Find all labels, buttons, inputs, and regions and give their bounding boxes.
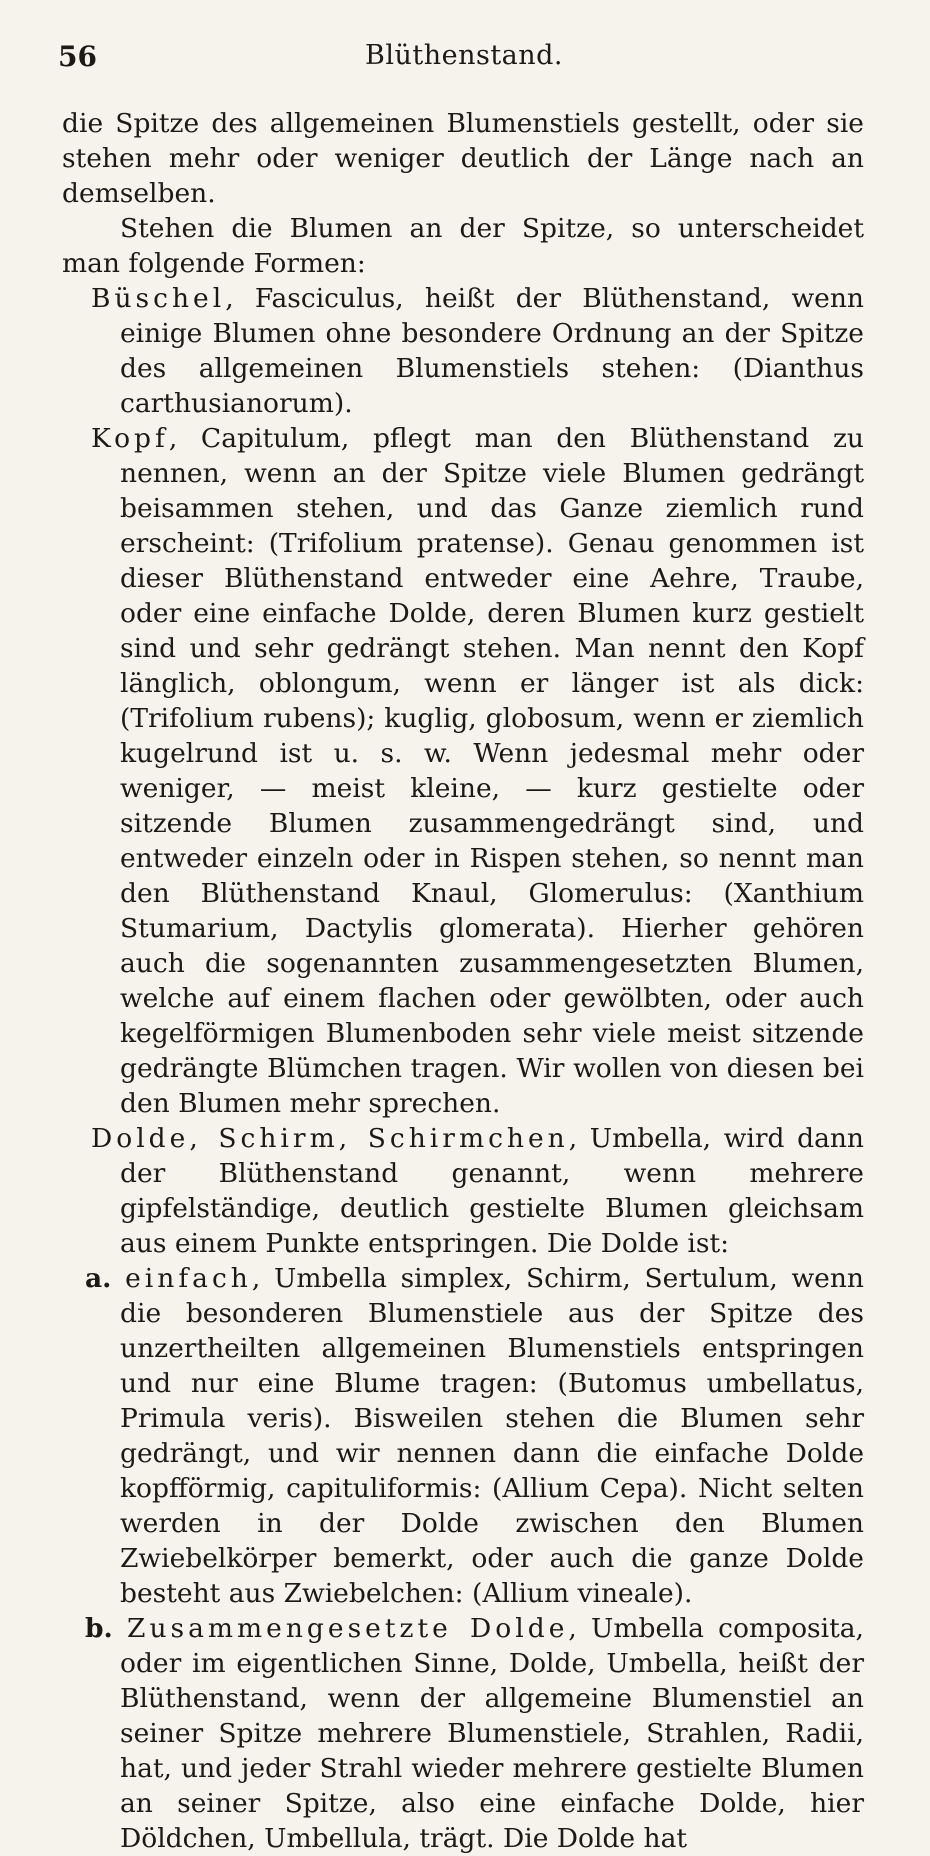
list-marker: a. bbox=[85, 1263, 112, 1294]
entry-dolde bbox=[62, 1121, 864, 1261]
entry-text: , Umbella, wird dann der Blüthenstand genannt, wenn mehrere gipfelständige, deutlich gestielte Blumen gleichsam aus einem Punkte entspringen. Die Dolde ist: bbox=[120, 1123, 865, 1259]
paragraph-continuation bbox=[62, 106, 864, 211]
entry-text: , Fasciculus, heißt der Blüthenstand, wenn einige Blumen ohne besondere Ordnung an der Spitze des allgemeinen Blumenstiels stehen: (Dianthus carthusianorum). bbox=[120, 283, 864, 419]
paragraph-text: die Spitze des allgemeinen Blumenstiels gestellt, oder sie stehen mehr oder weniger deutlich der Länge nach an demselben. bbox=[62, 108, 864, 209]
entry-term: Büschel bbox=[91, 283, 226, 314]
page-header bbox=[58, 40, 870, 80]
running-title: Blüthenstand. bbox=[364, 40, 564, 71]
entry-text: , Capitulum, pflegt man den Blüthenstand zu nennen, wenn an der Spitze viele Blumen gedrängt beisammen stehen, und das Ganze ziemlich rund erscheint: (Trifolium pratense). Genau genommen ist dieser Blüthenstand entweder eine Aehre, Traube, oder eine einfache Dolde, deren Blumen kurz gestielt sind und sehr gedrängt stehen. Man nennt den Kopf länglich, oblongum, wenn er länger ist als dick: (Trifolium rubens); kuglig, globosum, wenn er ziemlich kugelrund ist u. s. w. Wenn jedesmal mehr oder weniger, — meist kleine, — kurz gestielte oder sitzende Blumen zusammengedrängt sind, und entweder einzeln oder in Rispen stehen, so nennt man den Blüthenstand Knaul, Glomerulus: (Xanthium Stumarium, Dactylis glomerata). Hierher gehören auch die sogenannten zusammengesetzten Blumen, welche auf einem flachen oder gewölbten, oder auch kegelförmigen Blumenboden sehr viele meist sitzende gedrängte Blümchen tragen. Wir wollen von diesen bei den Blumen mehr sprechen. bbox=[120, 423, 864, 1119]
list-marker: b. bbox=[85, 1613, 113, 1644]
body-text bbox=[62, 106, 864, 1856]
subentry-a bbox=[62, 1261, 864, 1611]
subentry-b bbox=[62, 1611, 864, 1856]
entry-text: , Umbella composita, oder im eigentlichen Sinne, Dolde, Umbella, heißt der Blüthenstand, wenn der allgemeine Blumenstiel an seiner Spitze mehrere Blumenstiele, Strahlen, Radii, hat, und jeder Strahl wieder mehrere gestielte Blumen an seiner Spitze, also eine einfache Dolde, hier Döldchen, Umbellula, trägt. Die Dolde hat bbox=[120, 1613, 864, 1854]
entry-kopf bbox=[62, 421, 864, 1121]
entry-term: einfach bbox=[125, 1263, 252, 1294]
entry-term: Kopf bbox=[91, 423, 169, 454]
paragraph-text: Stehen die Blumen an der Spitze, so unterscheidet man folgende Formen: bbox=[62, 213, 864, 279]
entry-term: Dolde, Schirm, Schirmchen bbox=[91, 1123, 569, 1154]
entry-text: , Umbella simplex, Schirm, Sertulum, wenn die besonderen Blumenstiele aus der Spitze des unzertheilten allgemeinen Blumenstiels entspringen und nur eine Blume tragen: (Butomus umbellatus, Primula veris). Bisweilen stehen die Blumen sehr gedrängt, und wir nennen dann die einfache Dolde kopfförmig, capituliformis: (Allium Cepa). Nicht selten werden in der Dolde zwischen den Blumen Zwiebelkörper bemerkt, oder auch die ganze Dolde besteht aus Zwiebelchen: (Allium vineale). bbox=[120, 1263, 864, 1609]
paragraph-intro bbox=[62, 211, 864, 281]
entry-term: Zusammengesetzte Dolde bbox=[127, 1613, 569, 1644]
page-number: 56 bbox=[58, 40, 97, 73]
entry-bueschel bbox=[62, 281, 864, 421]
